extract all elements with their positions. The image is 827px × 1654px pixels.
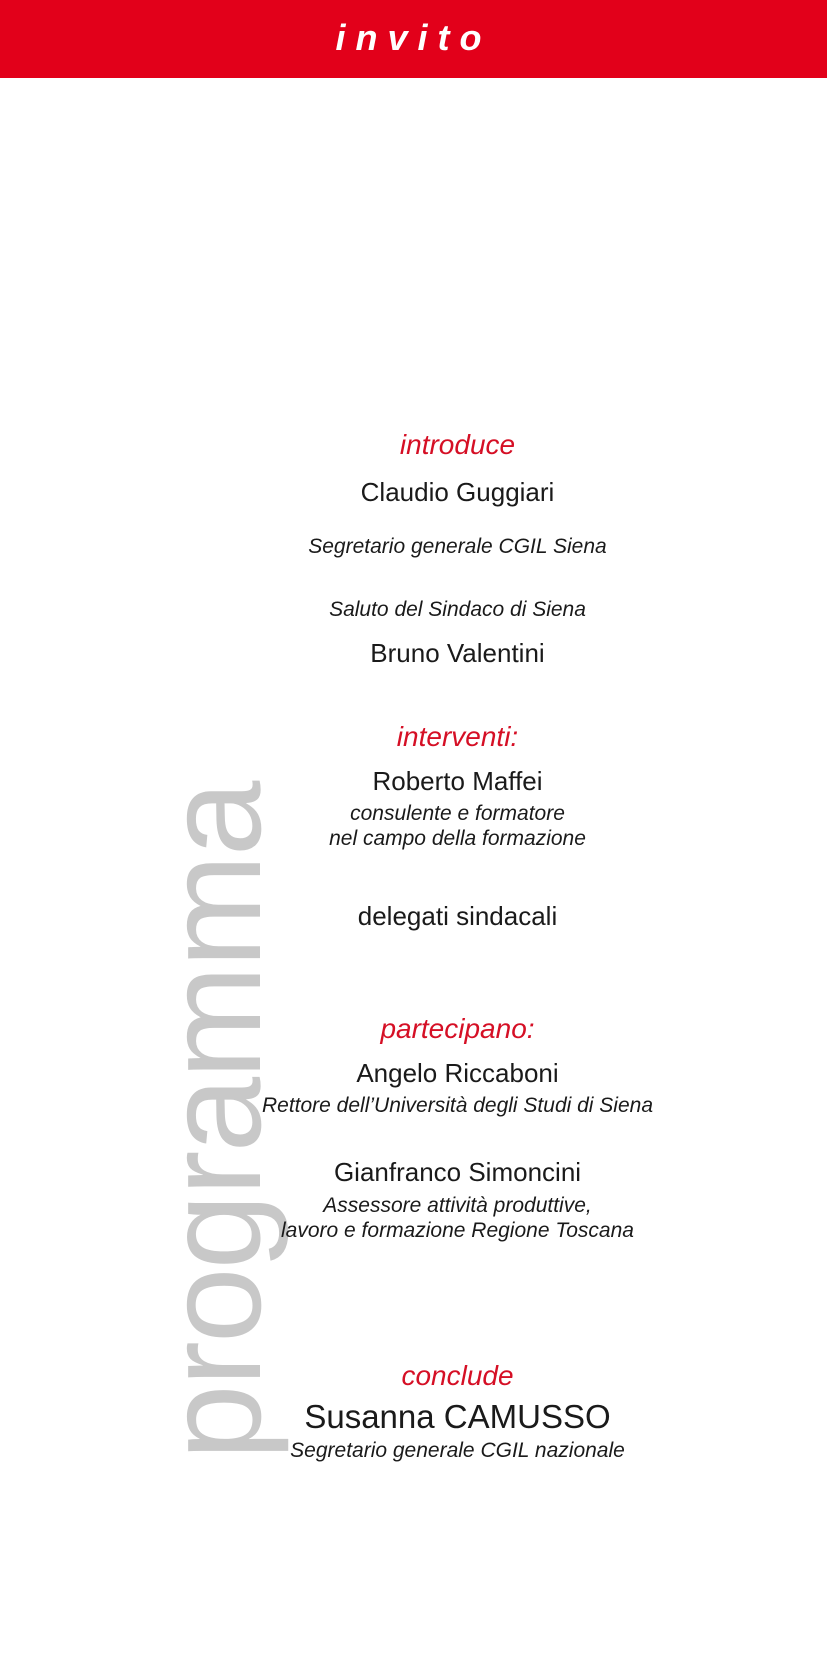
vertical-programma-label: programma bbox=[137, 782, 289, 1460]
partecipano-label: partecipano: bbox=[380, 1013, 535, 1044]
greeting-label: Saluto del Sindaco di Siena bbox=[329, 598, 586, 621]
header-title: invito bbox=[335, 17, 492, 58]
introduce-title: Segretario generale CGIL Siena bbox=[308, 535, 607, 558]
conclude-label: conclude bbox=[401, 1360, 514, 1391]
interventi-speaker-desc-1: consulente e formatore bbox=[350, 802, 565, 825]
interventi-others: delegati sindacali bbox=[357, 901, 558, 931]
greeting-name: Bruno Valentini bbox=[370, 638, 545, 668]
introduce-name: Claudio Guggiari bbox=[360, 477, 555, 507]
introduce-label: introduce bbox=[399, 429, 516, 460]
participant-2-name: Gianfranco Simoncini bbox=[333, 1157, 582, 1187]
participant-2-desc-2: lavoro e formazione Regione Toscana bbox=[281, 1219, 634, 1242]
participant-1-desc: Rettore dell’Università degli Studi di Siena bbox=[261, 1094, 654, 1117]
interventi-label: interventi: bbox=[396, 721, 519, 752]
conclude-title: Segretario generale CGIL nazionale bbox=[290, 1439, 625, 1462]
conclude-name: Susanna CAMUSSO bbox=[304, 1398, 611, 1435]
interventi-speaker-name: Roberto Maffei bbox=[372, 766, 543, 796]
participant-2-desc-1: Assessore attività produttive, bbox=[323, 1194, 592, 1217]
interventi-speaker-desc-2: nel campo della formazione bbox=[329, 827, 586, 850]
participant-1-name: Angelo Riccaboni bbox=[356, 1058, 559, 1088]
